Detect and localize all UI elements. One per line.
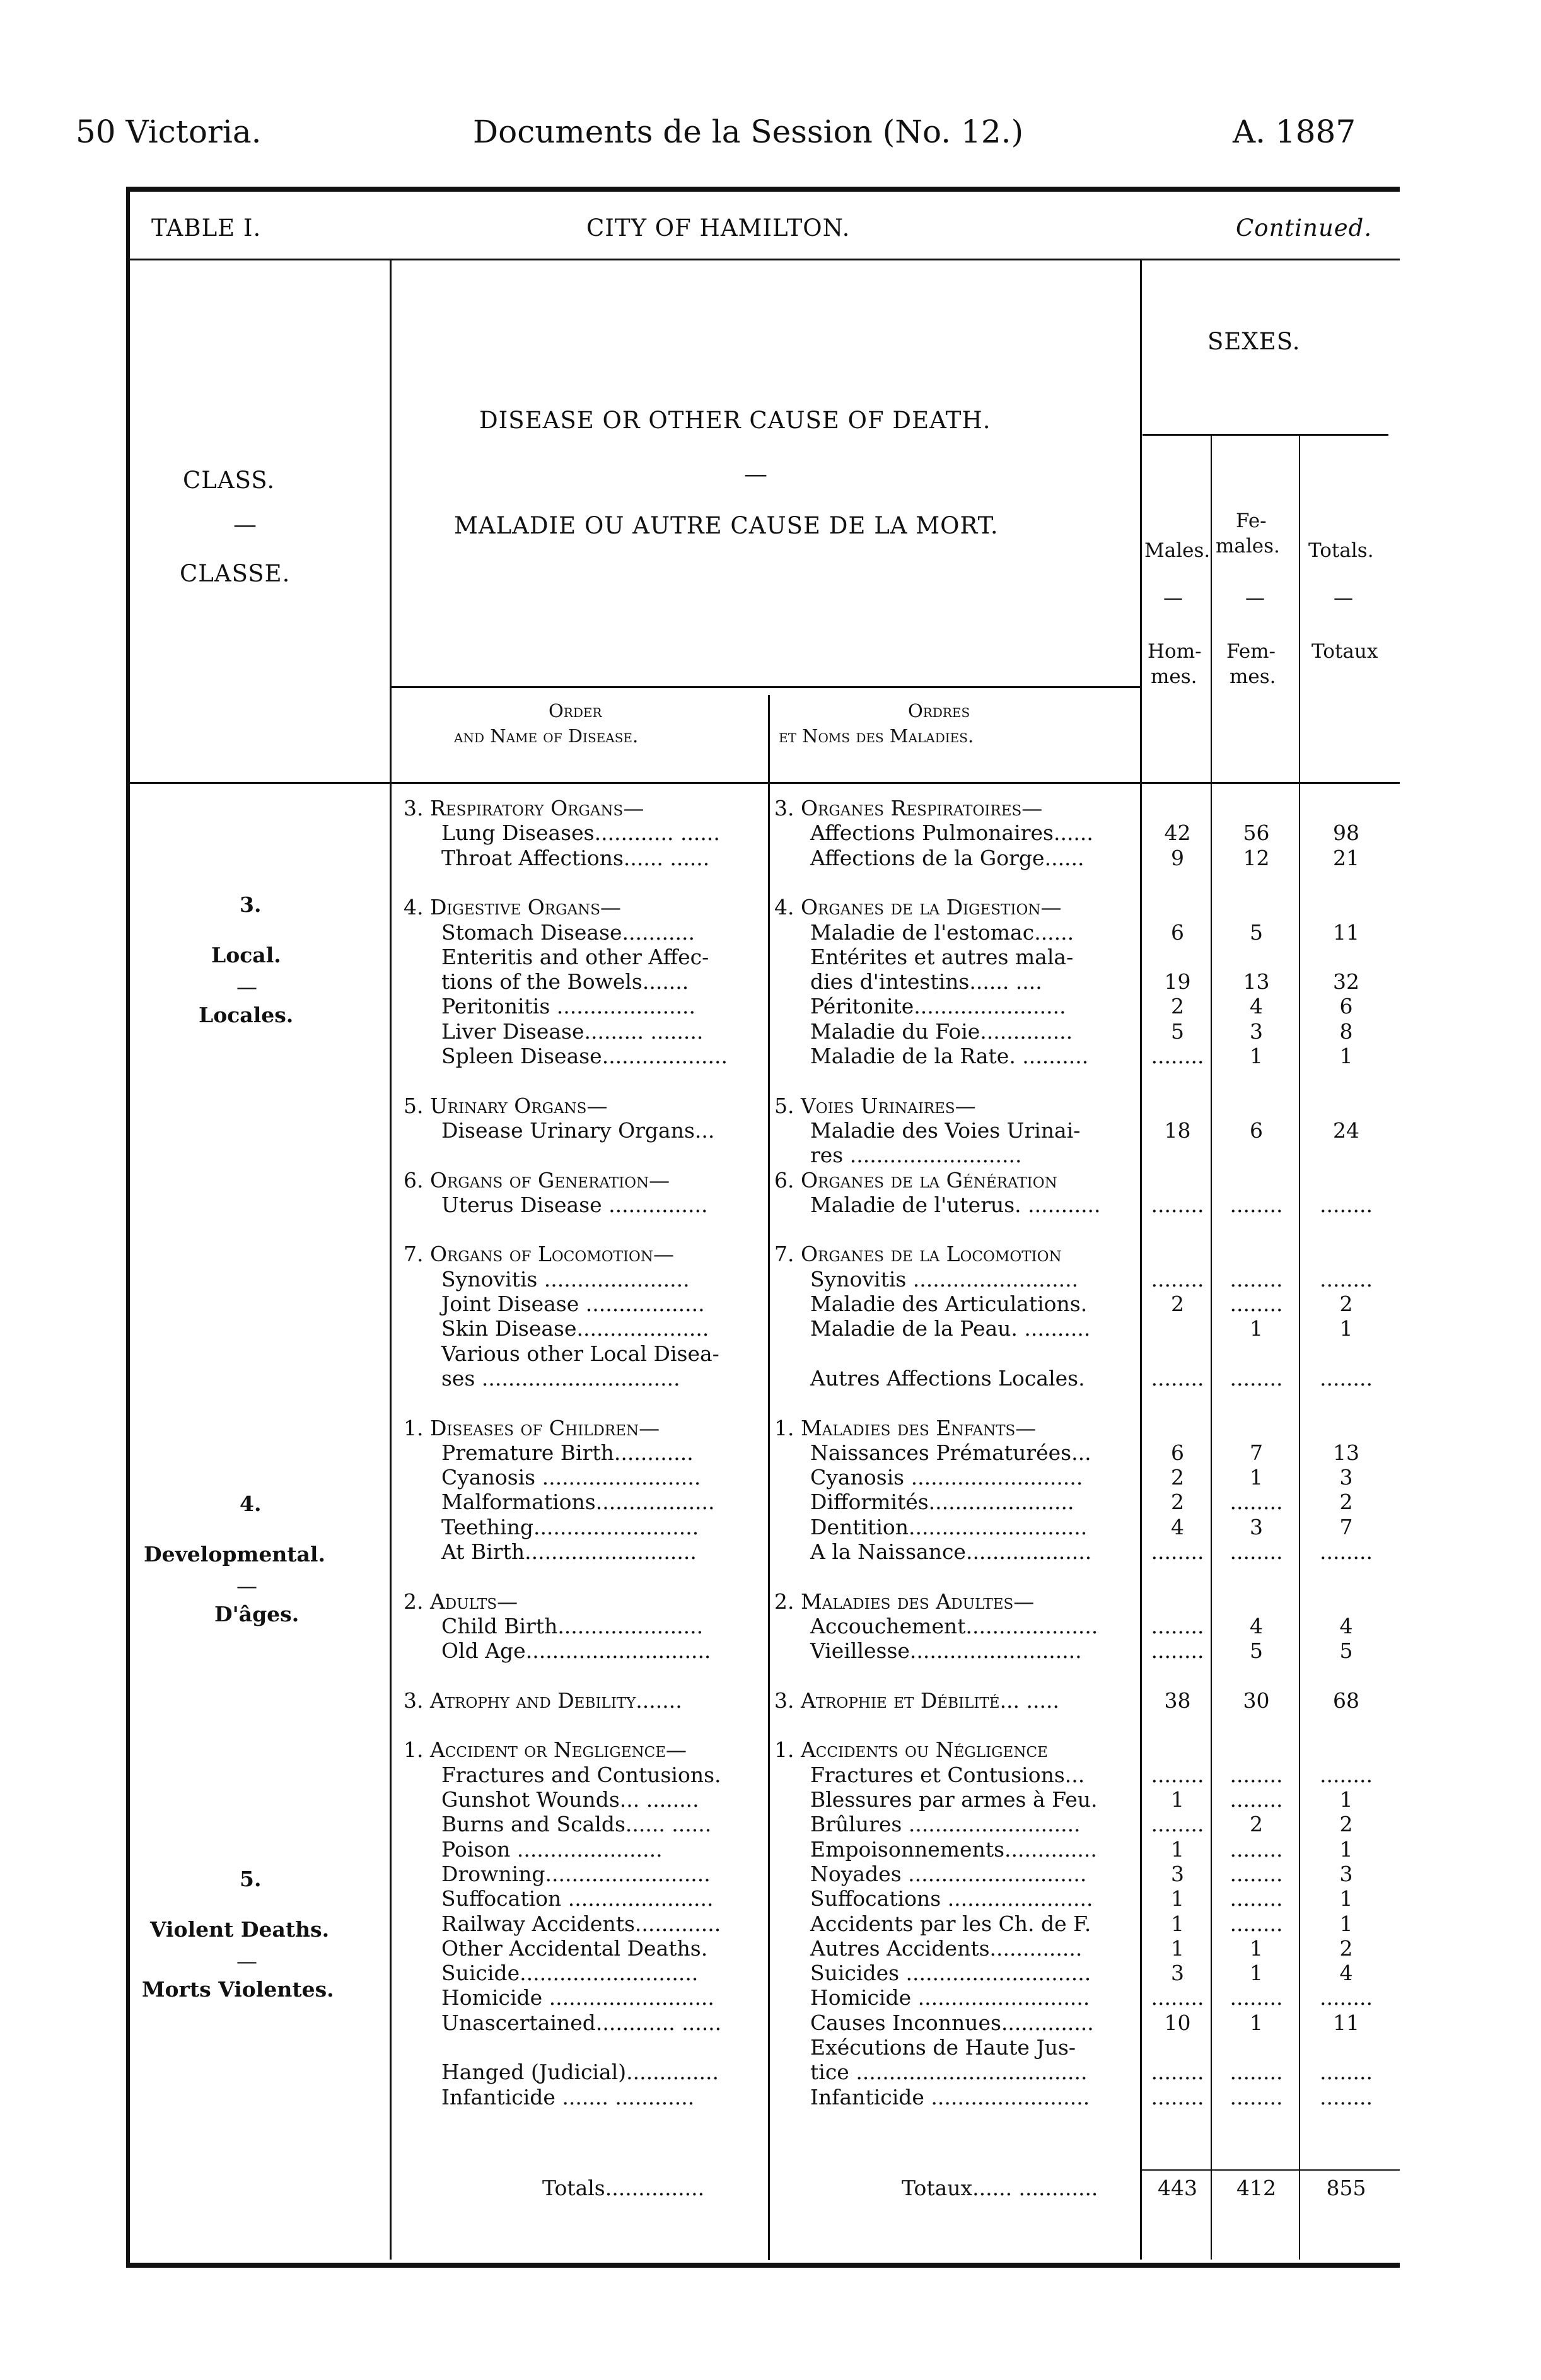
row-18-french: 7. Organes de la Locomotion [774, 1242, 1062, 1266]
row-7-females: 13 [1243, 969, 1270, 994]
class-head-en: CLASS. [183, 467, 276, 494]
row-52-males: ........ [1151, 2085, 1204, 2109]
row-12-french: 5. Voies Urinaires— [774, 1094, 976, 1118]
row-30-french: A la Naissance................... [810, 1539, 1092, 1564]
class-4-en: Developmental. [144, 1542, 325, 1566]
row-45-females: ........ [1230, 1911, 1283, 1936]
row-27-males: 2 [1171, 1465, 1184, 1490]
row-51-males: ........ [1151, 2060, 1204, 2084]
row-49-english: Unascertained............ ...... [441, 2010, 722, 2035]
running-head-left: 50 Victoria. [76, 114, 262, 150]
row-52-french: Infanticide ........................ [810, 2085, 1090, 2109]
row-1-females: 56 [1243, 820, 1270, 845]
row-7-french: dies d'intestins...... .... [810, 969, 1042, 994]
class-5-dash: — [236, 1949, 257, 1973]
row-2-females: 12 [1243, 846, 1270, 870]
row-16-females: ........ [1230, 1193, 1283, 1217]
class-column-rule [390, 260, 392, 2260]
row-2-french: Affections de la Gorge...... [810, 846, 1085, 870]
row-9-males: 5 [1171, 1019, 1184, 1044]
top-thick-rule [126, 187, 1400, 192]
row-25-english: 1. Diseases of Children— [404, 1416, 660, 1440]
row-23-females: ........ [1230, 1366, 1283, 1391]
row-40-males: 1 [1171, 1787, 1184, 1812]
row-39-english: Fractures and Contusions. [441, 1763, 721, 1787]
row-10-totals: 1 [1339, 1044, 1353, 1068]
order-head-rule [392, 686, 1140, 688]
totals-males: 443 [1158, 2176, 1197, 2200]
row-23-totals: ........ [1320, 1366, 1373, 1391]
totals-rule [1141, 2169, 1400, 2171]
row-41-totals: 2 [1339, 1812, 1353, 1836]
row-16-french: Maladie de l'uterus. ........... [810, 1193, 1101, 1217]
row-9-english: Liver Disease......... ........ [441, 1019, 704, 1044]
row-48-french: Homicide .......................... [810, 1985, 1090, 2010]
row-10-english: Spleen Disease................... [441, 1044, 728, 1068]
row-16-totals: ........ [1320, 1193, 1373, 1217]
row-10-french: Maladie de la Rate. .......... [810, 1044, 1089, 1068]
row-28-females: ........ [1230, 1490, 1283, 1514]
row-28-english: Malformations.................. [441, 1490, 715, 1514]
row-2-english: Throat Affections...... ...... [441, 846, 710, 870]
row-42-males: 1 [1171, 1837, 1184, 1862]
row-26-totals: 13 [1333, 1440, 1359, 1465]
row-13-french: Maladie des Voies Urinai- [810, 1118, 1081, 1143]
row-12-english: 5. Urinary Organs— [404, 1094, 608, 1118]
row-28-totals: 2 [1339, 1490, 1353, 1514]
sexes-rule [1143, 434, 1388, 436]
row-20-females: ........ [1230, 1292, 1283, 1316]
table-title: CITY OF HAMILTON. [586, 214, 851, 242]
row-38-french: 1. Accidents ou Négligence [774, 1737, 1048, 1762]
row-33-females: 4 [1250, 1614, 1263, 1638]
row-0-english: 3. Respiratory Organs— [404, 796, 644, 820]
row-5-females: 5 [1250, 920, 1263, 945]
row-27-english: Cyanosis ........................ [441, 1465, 701, 1490]
bottom-thick-rule [126, 2263, 1400, 2268]
disease-head-en: DISEASE OR OTHER CAUSE OF DEATH. [479, 407, 991, 434]
class-3-en: Local. [211, 943, 281, 967]
row-33-english: Child Birth...................... [441, 1614, 704, 1638]
row-49-females: 1 [1250, 2010, 1263, 2035]
row-27-french: Cyanosis .......................... [810, 1465, 1083, 1490]
row-43-totals: 3 [1339, 1862, 1353, 1886]
row-20-french: Maladie des Articulations. [810, 1292, 1088, 1316]
row-39-males: ........ [1151, 1763, 1204, 1787]
row-51-english: Hanged (Judicial).............. [441, 2060, 719, 2084]
females-column-rule [1299, 435, 1300, 2260]
row-8-totals: 6 [1339, 994, 1353, 1018]
row-6-english: Enteritis and other Affec- [441, 945, 709, 969]
row-46-totals: 2 [1339, 1936, 1353, 1961]
order-divider-rule [768, 695, 770, 2260]
row-23-males: ........ [1151, 1366, 1204, 1391]
row-30-males: ........ [1151, 1539, 1204, 1564]
row-36-females: 30 [1243, 1688, 1270, 1713]
class-head-dash: — [233, 511, 257, 538]
row-1-english: Lung Diseases............ ...... [441, 820, 720, 845]
hommes-head-1: Hom- [1148, 640, 1202, 663]
row-33-totals: 4 [1339, 1614, 1353, 1638]
row-10-females: 1 [1250, 1044, 1263, 1068]
row-52-females: ........ [1230, 2085, 1283, 2109]
totals-females: 412 [1236, 2176, 1276, 2200]
row-13-males: 18 [1164, 1118, 1191, 1143]
row-28-french: Difformités...................... [810, 1490, 1074, 1514]
femmes-head-2: mes. [1230, 665, 1276, 688]
row-15-french: 6. Organes de la Génération [774, 1168, 1057, 1193]
row-36-english: 3. Atrophy and Debility....... [404, 1688, 682, 1713]
row-34-males: ........ [1151, 1638, 1204, 1663]
row-23-english: ses .............................. [441, 1366, 680, 1391]
row-20-english: Joint Disease .................. [441, 1292, 705, 1316]
row-30-females: ........ [1230, 1539, 1283, 1564]
row-44-females: ........ [1230, 1886, 1283, 1911]
table-number: TABLE I. [151, 214, 262, 242]
males-dash: — [1163, 586, 1183, 609]
row-48-totals: ........ [1320, 1985, 1373, 2010]
table-head-rule [130, 259, 1400, 260]
row-26-females: 7 [1250, 1440, 1263, 1465]
row-52-totals: ........ [1320, 2085, 1373, 2109]
row-49-french: Causes Inconnues.............. [810, 2010, 1094, 2035]
row-43-french: Noyades ........................... [810, 1862, 1087, 1886]
row-45-english: Railway Accidents............. [441, 1911, 721, 1936]
row-47-english: Suicide........................... [441, 1961, 699, 1985]
row-19-english: Synovitis ...................... [441, 1267, 690, 1292]
body-top-rule [130, 782, 1400, 784]
row-15-english: 6. Organs of Generation— [404, 1168, 670, 1193]
row-10-males: ........ [1151, 1044, 1204, 1068]
row-47-males: 3 [1171, 1961, 1184, 1985]
order-en-head-2: and Name of Disease. [454, 725, 639, 747]
row-28-males: 2 [1171, 1490, 1184, 1514]
males-head: Males. [1144, 539, 1211, 562]
row-19-totals: ........ [1320, 1267, 1373, 1292]
row-45-totals: 1 [1339, 1911, 1353, 1936]
row-22-english: Various other Local Disea- [441, 1341, 719, 1366]
row-40-females: ........ [1230, 1787, 1283, 1812]
row-21-females: 1 [1250, 1316, 1263, 1341]
row-9-totals: 8 [1339, 1019, 1353, 1044]
row-42-english: Poison ...................... [441, 1837, 663, 1862]
row-46-french: Autres Accidents.............. [810, 1936, 1083, 1961]
row-45-males: 1 [1171, 1911, 1184, 1936]
row-44-males: 1 [1171, 1886, 1184, 1911]
row-2-males: 9 [1171, 846, 1184, 870]
row-50-french: Exécutions de Haute Jus- [810, 2035, 1076, 2060]
order-en-head-1: Order [549, 700, 602, 721]
class-4-fr: D'âges. [214, 1602, 299, 1626]
row-29-totals: 7 [1339, 1515, 1353, 1539]
totals-fr: Totaux...... ............ [902, 2176, 1098, 2200]
row-32-english: 2. Adults— [404, 1589, 518, 1614]
row-23-french: Autres Affections Locales. [810, 1366, 1085, 1391]
row-43-males: 3 [1171, 1862, 1184, 1886]
females-dash: — [1245, 586, 1265, 609]
row-48-english: Homicide ......................... [441, 1985, 714, 2010]
females-head-1: Fe- [1236, 510, 1267, 532]
row-29-females: 3 [1250, 1515, 1263, 1539]
row-39-females: ........ [1230, 1763, 1283, 1787]
row-44-totals: 1 [1339, 1886, 1353, 1911]
row-26-english: Premature Birth............ [441, 1440, 694, 1465]
running-head-center: Documents de la Session (No. 12.) [473, 114, 1024, 150]
row-8-french: Péritonite....................... [810, 994, 1066, 1018]
row-40-totals: 1 [1339, 1787, 1353, 1812]
row-43-females: ........ [1230, 1862, 1283, 1886]
disease-head-fr: MALADIE OU AUTRE CAUSE DE LA MORT. [454, 512, 999, 539]
males-column-rule [1211, 435, 1212, 2260]
row-21-french: Maladie de la Peau. .......... [810, 1316, 1091, 1341]
totals-head: Totals. [1308, 539, 1374, 562]
row-45-french: Accidents par les Ch. de F. [810, 1911, 1091, 1936]
running-head-right: A. 1887 [1233, 114, 1356, 150]
row-27-females: 1 [1250, 1465, 1263, 1490]
row-43-english: Drowning......................... [441, 1862, 711, 1886]
row-49-males: 10 [1164, 2010, 1191, 2035]
row-29-french: Dentition........................... [810, 1515, 1088, 1539]
disease-column-rule [1140, 260, 1142, 2260]
row-47-females: 1 [1250, 1961, 1263, 1985]
row-52-english: Infanticide ....... ............ [441, 2085, 695, 2109]
row-18-english: 7. Organs of Locomotion— [404, 1242, 675, 1266]
row-39-totals: ........ [1320, 1763, 1373, 1787]
row-20-males: 2 [1171, 1292, 1184, 1316]
row-29-males: 4 [1171, 1515, 1184, 1539]
row-41-french: Brûlures .......................... [810, 1812, 1081, 1836]
row-13-english: Disease Urinary Organs... [441, 1118, 715, 1143]
row-1-french: Affections Pulmonaires...... [810, 820, 1093, 845]
row-34-french: Vieillesse.......................... [810, 1638, 1082, 1663]
totals-total: 855 [1326, 2176, 1366, 2200]
row-13-females: 6 [1250, 1118, 1263, 1143]
row-46-english: Other Accidental Deaths. [441, 1936, 708, 1961]
row-9-french: Maladie du Foie.............. [810, 1019, 1073, 1044]
class-5-fr: Morts Violentes. [142, 1977, 334, 2002]
row-4-english: 4. Digestive Organs— [404, 895, 621, 919]
row-14-french: res .......................... [810, 1143, 1022, 1167]
totaux-head: Totaux [1311, 640, 1378, 663]
row-40-english: Gunshot Wounds... ........ [441, 1787, 699, 1812]
row-4-french: 4. Organes de la Digestion— [774, 895, 1062, 919]
hommes-head-2: mes. [1151, 665, 1197, 688]
row-36-males: 38 [1164, 1688, 1191, 1713]
row-48-males: ........ [1151, 1985, 1204, 2010]
row-7-english: tions of the Bowels....... [441, 969, 689, 994]
row-42-totals: 1 [1339, 1837, 1353, 1862]
row-36-french: 3. Atrophie et Débilité... ..... [774, 1688, 1059, 1713]
order-fr-head-2: et Noms des Maladies. [779, 725, 974, 747]
row-41-english: Burns and Scalds...... ...... [441, 1812, 712, 1836]
class-5-number: 5. [240, 1867, 262, 1891]
row-2-totals: 21 [1333, 846, 1359, 870]
row-33-males: ........ [1151, 1614, 1204, 1638]
class-5-en: Violent Deaths. [150, 1917, 330, 1942]
row-33-french: Accouchement.................... [810, 1614, 1098, 1638]
row-5-french: Maladie de l'estomac...... [810, 920, 1074, 945]
row-30-english: At Birth.......................... [441, 1539, 697, 1564]
row-8-males: 2 [1171, 994, 1184, 1018]
row-44-english: Suffocation ...................... [441, 1886, 714, 1911]
row-26-males: 6 [1171, 1440, 1184, 1465]
disease-head-dash: — [744, 460, 768, 487]
row-46-females: 1 [1250, 1936, 1263, 1961]
row-13-totals: 24 [1333, 1118, 1359, 1143]
class-3-dash: — [236, 974, 257, 999]
table-continued: Continued. [1236, 214, 1373, 242]
row-7-totals: 32 [1333, 969, 1359, 994]
row-8-english: Peritonitis ..................... [441, 994, 696, 1018]
row-34-english: Old Age............................ [441, 1638, 711, 1663]
row-20-totals: 2 [1339, 1292, 1353, 1316]
row-42-french: Empoisonnements.............. [810, 1837, 1097, 1862]
row-51-french: tice ................................... [810, 2060, 1088, 2084]
row-5-english: Stomach Disease........... [441, 920, 695, 945]
row-30-totals: ........ [1320, 1539, 1373, 1564]
row-44-french: Suffocations ...................... [810, 1886, 1093, 1911]
row-41-females: 2 [1250, 1812, 1263, 1836]
row-6-french: Entérites et autres mala- [810, 945, 1074, 969]
row-36-totals: 68 [1333, 1688, 1359, 1713]
row-42-females: ........ [1230, 1837, 1283, 1862]
femmes-head-1: Fem- [1226, 640, 1276, 663]
row-47-french: Suicides ............................ [810, 1961, 1091, 1985]
row-9-females: 3 [1250, 1019, 1263, 1044]
left-frame [126, 187, 130, 2268]
row-21-english: Skin Disease.................... [441, 1316, 709, 1341]
row-25-french: 1. Maladies des Enfants— [774, 1416, 1037, 1440]
row-1-totals: 98 [1333, 820, 1359, 845]
row-34-totals: 5 [1339, 1638, 1353, 1663]
row-19-females: ........ [1230, 1267, 1283, 1292]
row-48-females: ........ [1230, 1985, 1283, 2010]
row-32-french: 2. Maladies des Adultes— [774, 1589, 1035, 1614]
row-19-males: ........ [1151, 1267, 1204, 1292]
row-27-totals: 3 [1339, 1465, 1353, 1490]
row-51-females: ........ [1230, 2060, 1283, 2084]
row-26-french: Naissances Prématurées... [810, 1440, 1091, 1465]
row-38-english: 1. Accident or Negligence— [404, 1737, 687, 1762]
row-29-english: Teething......................... [441, 1515, 699, 1539]
row-5-totals: 11 [1333, 920, 1359, 945]
row-46-males: 1 [1171, 1936, 1184, 1961]
row-34-females: 5 [1250, 1638, 1263, 1663]
row-1-males: 42 [1164, 820, 1191, 845]
row-51-totals: ........ [1320, 2060, 1373, 2084]
order-fr-head-1: Ordres [908, 700, 970, 721]
class-4-number: 4. [240, 1491, 262, 1516]
row-19-french: Synovitis ......................... [810, 1267, 1079, 1292]
row-39-french: Fractures et Contusions... [810, 1763, 1085, 1787]
totals-dash: — [1334, 586, 1353, 609]
row-47-totals: 4 [1339, 1961, 1353, 1985]
row-16-english: Uterus Disease ............... [441, 1193, 708, 1217]
row-8-females: 4 [1250, 994, 1263, 1018]
sexes-head: SEXES. [1207, 328, 1301, 355]
class-4-dash: — [236, 1573, 257, 1598]
row-16-males: ........ [1151, 1193, 1204, 1217]
totals-en: Totals............... [542, 2176, 705, 2200]
row-41-males: ........ [1151, 1812, 1204, 1836]
females-head-2: males. [1216, 535, 1280, 557]
row-49-totals: 11 [1333, 2010, 1359, 2035]
row-0-french: 3. Organes Respiratoires— [774, 796, 1043, 820]
row-40-french: Blessures par armes à Feu. [810, 1787, 1098, 1812]
row-7-males: 19 [1164, 969, 1191, 994]
row-5-males: 6 [1171, 920, 1184, 945]
row-21-totals: 1 [1339, 1316, 1353, 1341]
class-head-fr: CLASSE. [180, 560, 291, 587]
class-3-number: 3. [240, 892, 262, 917]
class-3-fr: Locales. [199, 1003, 294, 1027]
